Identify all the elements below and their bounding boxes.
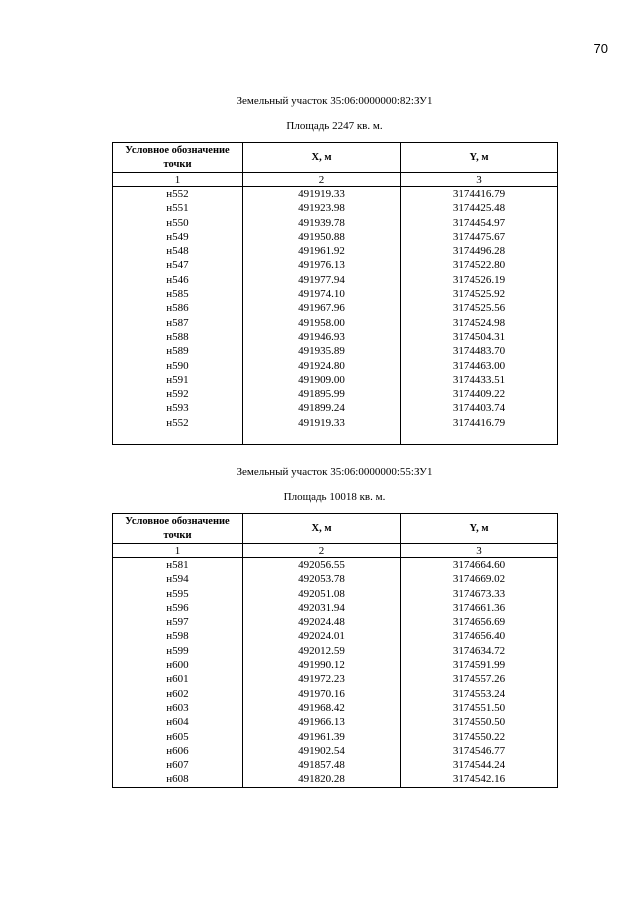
empty-cell [113, 430, 243, 445]
y-coordinate-cell: 3174496.28 [401, 244, 558, 258]
column-number-row [113, 544, 558, 558]
table-row [113, 244, 558, 258]
header-x: X, м [243, 143, 401, 173]
table-row [113, 416, 558, 430]
point-cell: н604 [113, 715, 243, 729]
table-row [113, 401, 558, 415]
y-coordinate-cell: 3174551.50 [401, 701, 558, 715]
point-cell: н595 [113, 587, 243, 601]
table-row [113, 387, 558, 401]
x-coordinate-cell: 491946.93 [243, 330, 401, 344]
point-cell: н552 [113, 187, 243, 202]
y-coordinate-cell: 3174656.40 [401, 629, 558, 643]
table-row [113, 644, 558, 658]
table-row [113, 701, 558, 715]
x-coordinate-cell: 492031.94 [243, 601, 401, 615]
column-number: 2 [243, 544, 401, 558]
coordinates-table [112, 513, 558, 788]
y-coordinate-cell: 3174524.98 [401, 316, 558, 330]
table-row [113, 316, 558, 330]
y-coordinate-cell: 3174504.31 [401, 330, 558, 344]
x-coordinate-cell: 491939.78 [243, 216, 401, 230]
point-cell: н548 [113, 244, 243, 258]
column-number: 1 [113, 173, 243, 187]
y-coordinate-cell: 3174454.97 [401, 216, 558, 230]
table-row [113, 730, 558, 744]
y-coordinate-cell: 3174416.79 [401, 187, 558, 202]
point-cell: н594 [113, 572, 243, 586]
point-cell: н606 [113, 744, 243, 758]
x-coordinate-cell: 491958.00 [243, 316, 401, 330]
x-coordinate-cell: 491967.96 [243, 301, 401, 315]
table-row [113, 758, 558, 772]
x-coordinate-cell: 491902.54 [243, 744, 401, 758]
x-coordinate-cell: 491961.92 [243, 244, 401, 258]
x-coordinate-cell: 491935.89 [243, 344, 401, 358]
point-cell: н549 [113, 230, 243, 244]
table-row [113, 187, 558, 202]
x-coordinate-cell: 491924.80 [243, 359, 401, 373]
point-cell: н607 [113, 758, 243, 772]
x-coordinate-cell: 492024.01 [243, 629, 401, 643]
y-coordinate-cell: 3174409.22 [401, 387, 558, 401]
y-coordinate-cell: 3174673.33 [401, 587, 558, 601]
y-coordinate-cell: 3174544.24 [401, 758, 558, 772]
empty-cell [401, 430, 558, 445]
x-coordinate-cell: 491820.28 [243, 772, 401, 787]
point-cell: н603 [113, 701, 243, 715]
table-row [113, 572, 558, 586]
y-coordinate-cell: 3174522.80 [401, 258, 558, 272]
point-cell: н590 [113, 359, 243, 373]
point-cell: н587 [113, 316, 243, 330]
land-plot-area: Площадь 10018 кв. м. [283, 491, 386, 503]
table-row [113, 301, 558, 315]
point-cell: н589 [113, 344, 243, 358]
point-cell: н592 [113, 387, 243, 401]
x-coordinate-cell: 491899.24 [243, 401, 401, 415]
x-coordinate-cell: 491970.16 [243, 687, 401, 701]
table-row [113, 601, 558, 615]
x-coordinate-cell: 491968.42 [243, 701, 401, 715]
point-cell: н581 [113, 558, 243, 573]
point-cell: н598 [113, 629, 243, 643]
x-coordinate-cell: 491966.13 [243, 715, 401, 729]
coordinates-table [112, 142, 558, 445]
y-coordinate-cell: 3174526.19 [401, 273, 558, 287]
table-row [113, 230, 558, 244]
x-coordinate-cell: 491990.12 [243, 658, 401, 672]
column-number: 3 [401, 544, 558, 558]
empty-cell [243, 430, 401, 445]
point-cell: н552 [113, 416, 243, 430]
y-coordinate-cell: 3174483.70 [401, 344, 558, 358]
point-cell: н602 [113, 687, 243, 701]
y-coordinate-cell: 3174656.69 [401, 615, 558, 629]
point-cell: н600 [113, 658, 243, 672]
y-coordinate-cell: 3174425.48 [401, 201, 558, 215]
x-coordinate-cell: 491950.88 [243, 230, 401, 244]
y-coordinate-cell: 3174550.50 [401, 715, 558, 729]
y-coordinate-cell: 3174542.16 [401, 772, 558, 787]
point-cell: н608 [113, 772, 243, 787]
table-row [113, 258, 558, 272]
x-coordinate-cell: 491895.99 [243, 387, 401, 401]
table-row [113, 344, 558, 358]
table-row [113, 687, 558, 701]
table-row [113, 744, 558, 758]
table-row [113, 558, 558, 573]
column-number: 1 [113, 544, 243, 558]
x-coordinate-cell: 492056.55 [243, 558, 401, 573]
x-coordinate-cell: 492051.08 [243, 587, 401, 601]
x-coordinate-cell: 491923.98 [243, 201, 401, 215]
header-y: Y, м [401, 143, 558, 173]
page-number: 70 [593, 41, 608, 56]
y-coordinate-cell: 3174669.02 [401, 572, 558, 586]
point-cell: н585 [113, 287, 243, 301]
y-coordinate-cell: 3174475.67 [401, 230, 558, 244]
y-coordinate-cell: 3174403.74 [401, 401, 558, 415]
y-coordinate-cell: 3174525.92 [401, 287, 558, 301]
table-row [113, 715, 558, 729]
land-plot-area: Площадь 2247 кв. м. [286, 120, 383, 132]
table-row [113, 359, 558, 373]
y-coordinate-cell: 3174634.72 [401, 644, 558, 658]
x-coordinate-cell: 491972.23 [243, 672, 401, 686]
x-coordinate-cell: 491976.13 [243, 258, 401, 272]
point-cell: н551 [113, 201, 243, 215]
point-cell: н599 [113, 644, 243, 658]
column-number: 2 [243, 173, 401, 187]
y-coordinate-cell: 3174463.00 [401, 359, 558, 373]
point-cell: н588 [113, 330, 243, 344]
table-header-row [113, 514, 558, 544]
table-row [113, 273, 558, 287]
y-coordinate-cell: 3174525.56 [401, 301, 558, 315]
y-coordinate-cell: 3174664.60 [401, 558, 558, 573]
table-row [113, 216, 558, 230]
point-cell: н586 [113, 301, 243, 315]
x-coordinate-cell: 491857.48 [243, 758, 401, 772]
table-row [113, 201, 558, 215]
point-cell: н593 [113, 401, 243, 415]
y-coordinate-cell: 3174661.36 [401, 601, 558, 615]
table-row [113, 772, 558, 787]
table-row [113, 330, 558, 344]
x-coordinate-cell: 491909.00 [243, 373, 401, 387]
y-coordinate-cell: 3174591.99 [401, 658, 558, 672]
column-number: 3 [401, 173, 558, 187]
table-row [113, 287, 558, 301]
x-coordinate-cell: 491919.33 [243, 187, 401, 202]
point-cell: н547 [113, 258, 243, 272]
table-row [113, 615, 558, 629]
point-cell: н550 [113, 216, 243, 230]
table-header-row [113, 143, 558, 173]
land-plot-title: Земельный участок 35:06:0000000:55:ЗУ1 [236, 466, 433, 478]
x-coordinate-cell: 491977.94 [243, 273, 401, 287]
table-spacer-row [113, 430, 558, 445]
y-coordinate-cell: 3174433.51 [401, 373, 558, 387]
x-coordinate-cell: 492024.48 [243, 615, 401, 629]
y-coordinate-cell: 3174416.79 [401, 416, 558, 430]
land-plot-section [112, 466, 557, 788]
header-y: Y, м [401, 514, 558, 544]
header-point: Условное обозначение точки [113, 514, 243, 544]
point-cell: н597 [113, 615, 243, 629]
point-cell: н605 [113, 730, 243, 744]
y-coordinate-cell: 3174550.22 [401, 730, 558, 744]
point-cell: н596 [113, 601, 243, 615]
y-coordinate-cell: 3174553.24 [401, 687, 558, 701]
table-row [113, 672, 558, 686]
x-coordinate-cell: 492012.59 [243, 644, 401, 658]
land-plot-section [112, 95, 557, 445]
land-plot-title: Земельный участок 35:06:0000000:82:ЗУ1 [236, 95, 433, 107]
column-number-row [113, 173, 558, 187]
x-coordinate-cell: 491974.10 [243, 287, 401, 301]
table-row [113, 658, 558, 672]
x-coordinate-cell: 492053.78 [243, 572, 401, 586]
y-coordinate-cell: 3174557.26 [401, 672, 558, 686]
point-cell: н591 [113, 373, 243, 387]
x-coordinate-cell: 491961.39 [243, 730, 401, 744]
x-coordinate-cell: 491919.33 [243, 416, 401, 430]
point-cell: н546 [113, 273, 243, 287]
table-row [113, 629, 558, 643]
point-cell: н601 [113, 672, 243, 686]
y-coordinate-cell: 3174546.77 [401, 744, 558, 758]
table-row [113, 373, 558, 387]
table-row [113, 587, 558, 601]
header-point: Условное обозначение точки [113, 143, 243, 173]
header-x: X, м [243, 514, 401, 544]
